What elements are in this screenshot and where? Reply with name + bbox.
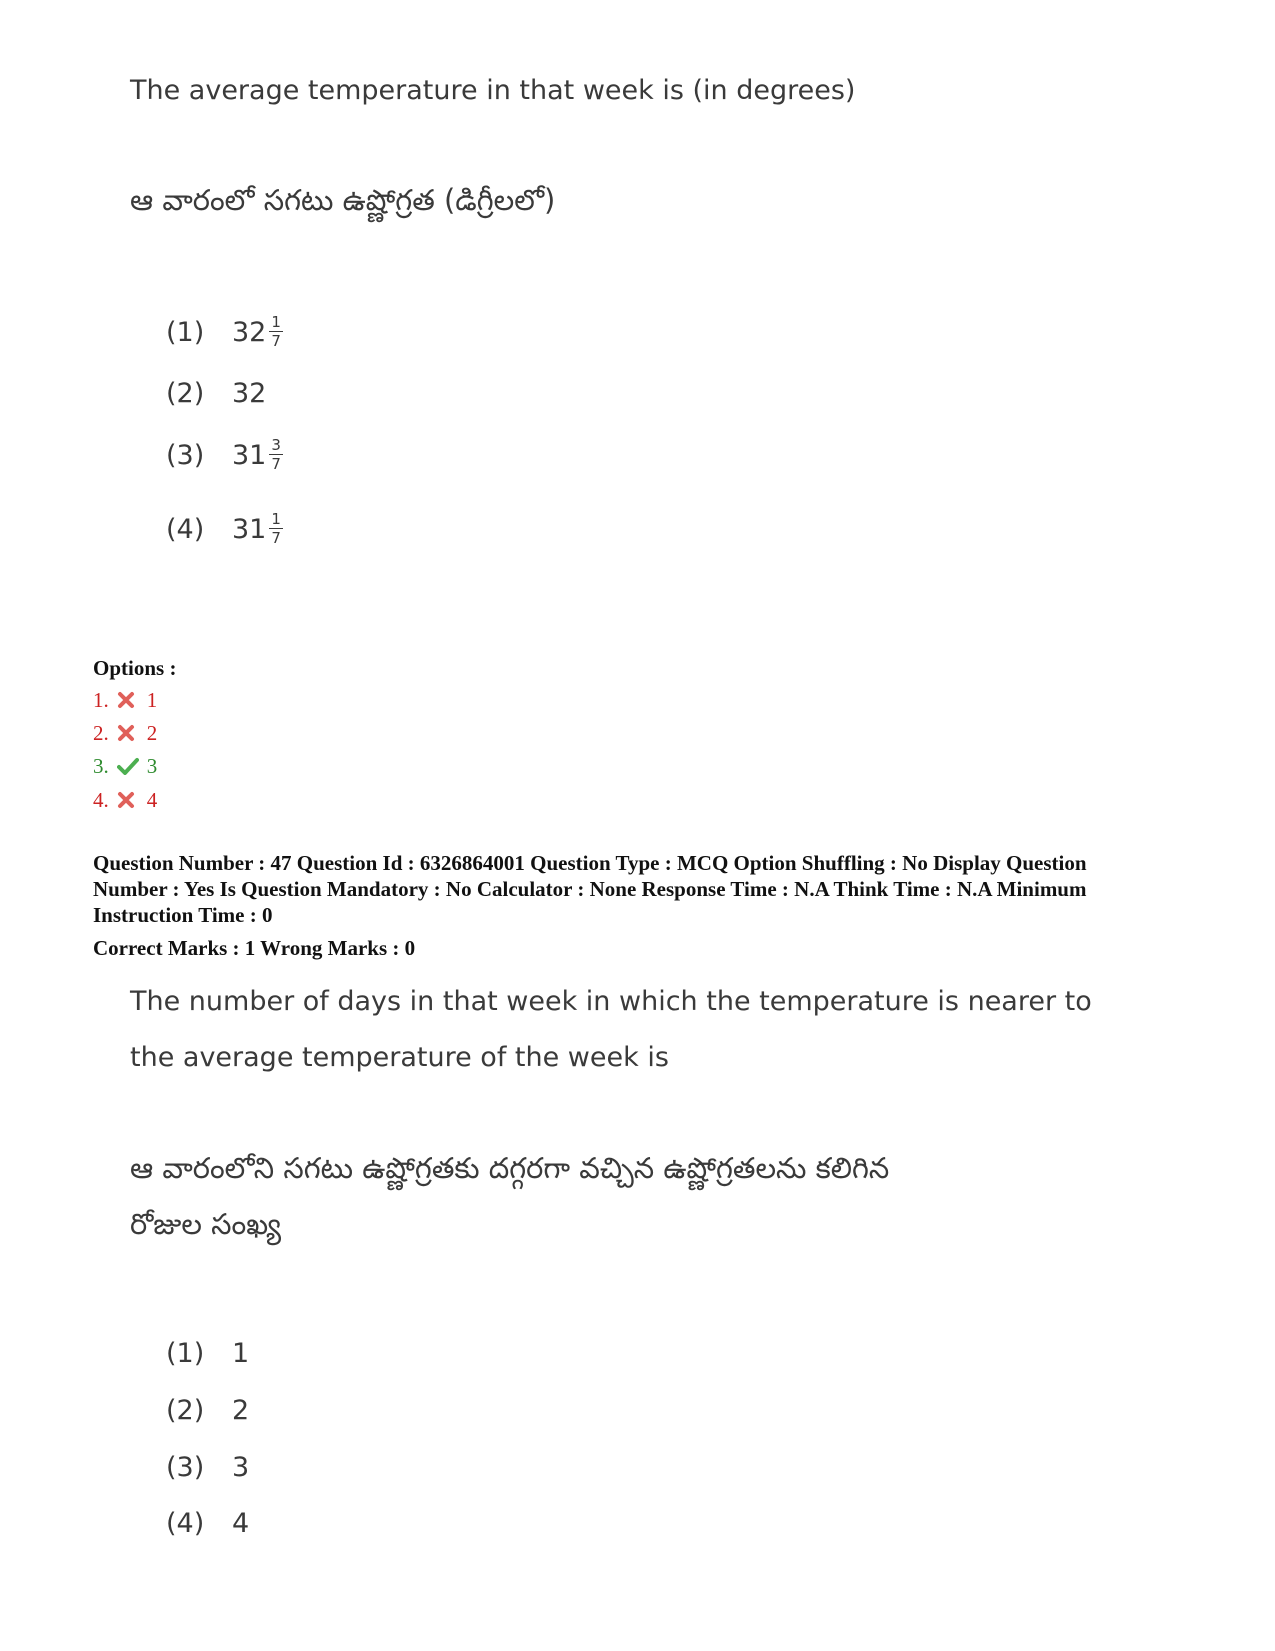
option-label: (2) <box>166 377 205 409</box>
option-row <box>166 430 283 480</box>
answer-option <box>93 788 157 813</box>
fraction-numerator: 1 <box>271 313 281 331</box>
answer-value: 3 <box>146 754 158 778</box>
option-fraction <box>269 315 283 349</box>
answer-index: 1. <box>93 688 109 712</box>
cross-icon <box>117 723 139 741</box>
options-heading: Options : <box>93 656 177 680</box>
question-text-en: The average temperature in that week is (in degrees) <box>130 75 856 106</box>
option-value: 3 <box>232 1451 250 1483</box>
check-icon <box>117 756 139 774</box>
answer-value: 1 <box>146 688 158 712</box>
option-label: (1) <box>166 1337 205 1369</box>
meta-line: Number : Yes Is Question Mandatory : No Calculator : None Response Time : N.A Think Time : N.A Minimum <box>93 877 1087 901</box>
option-fraction <box>269 438 283 472</box>
option-row <box>166 368 266 418</box>
fraction-numerator: 3 <box>271 436 281 454</box>
question-text-te: రోజుల సంఖ్య <box>130 1207 282 1241</box>
question-text-en: The number of days in that week in which the temperature is nearer to <box>130 986 1092 1017</box>
option-label: (3) <box>166 1451 205 1483</box>
option-value: 4 <box>232 1507 250 1539</box>
answer-option <box>93 688 157 713</box>
option-fraction <box>269 512 283 546</box>
option-row <box>166 504 283 554</box>
answer-value: 4 <box>146 788 158 812</box>
option-value: 31 <box>232 439 267 471</box>
answer-index: 2. <box>93 721 109 745</box>
question-text-te: ఆ వారంలోని సగటు ఉష్ణోగ్రతకు దగ్గరగా వచ్చిన ఉష్ణోగ్రతలను కలిగిన <box>130 1151 890 1185</box>
question-text-te: ఆ వారంలో సగటు ఉష్ణోగ్రత (డిగ్రీలలో) <box>130 183 556 217</box>
question-text-en: the average temperature of the week is <box>130 1042 669 1073</box>
question-marks: Correct Marks : 1 Wrong Marks : 0 <box>93 936 416 960</box>
option-row <box>166 1328 249 1378</box>
answer-option <box>93 721 157 746</box>
answer-value: 2 <box>146 721 158 745</box>
option-row <box>166 1385 249 1435</box>
option-label: (4) <box>166 513 205 545</box>
option-row <box>166 1498 249 1548</box>
option-row <box>166 1442 249 1492</box>
option-label: (1) <box>166 316 205 348</box>
option-value: 1 <box>232 1337 250 1369</box>
option-value: 2 <box>232 1394 250 1426</box>
fraction-numerator: 1 <box>271 510 281 528</box>
option-label: (2) <box>166 1394 205 1426</box>
cross-icon <box>117 790 139 808</box>
option-label: (3) <box>166 439 205 471</box>
fraction-denominator: 7 <box>271 332 281 350</box>
question-meta <box>93 850 1193 928</box>
option-row <box>166 307 283 357</box>
fraction-denominator: 7 <box>271 455 281 473</box>
meta-line: Question Number : 47 Question Id : 6326864001 Question Type : MCQ Option Shuffling : No Display Question <box>93 851 1087 875</box>
meta-line: Instruction Time : 0 <box>93 903 273 927</box>
answer-index: 4. <box>93 788 109 812</box>
answer-option <box>93 754 157 779</box>
option-value: 32 <box>232 316 267 348</box>
answer-index: 3. <box>93 754 109 778</box>
option-label: (4) <box>166 1507 205 1539</box>
option-value: 31 <box>232 513 267 545</box>
cross-icon <box>117 690 139 708</box>
fraction-denominator: 7 <box>271 529 281 547</box>
option-value: 32 <box>232 377 267 409</box>
